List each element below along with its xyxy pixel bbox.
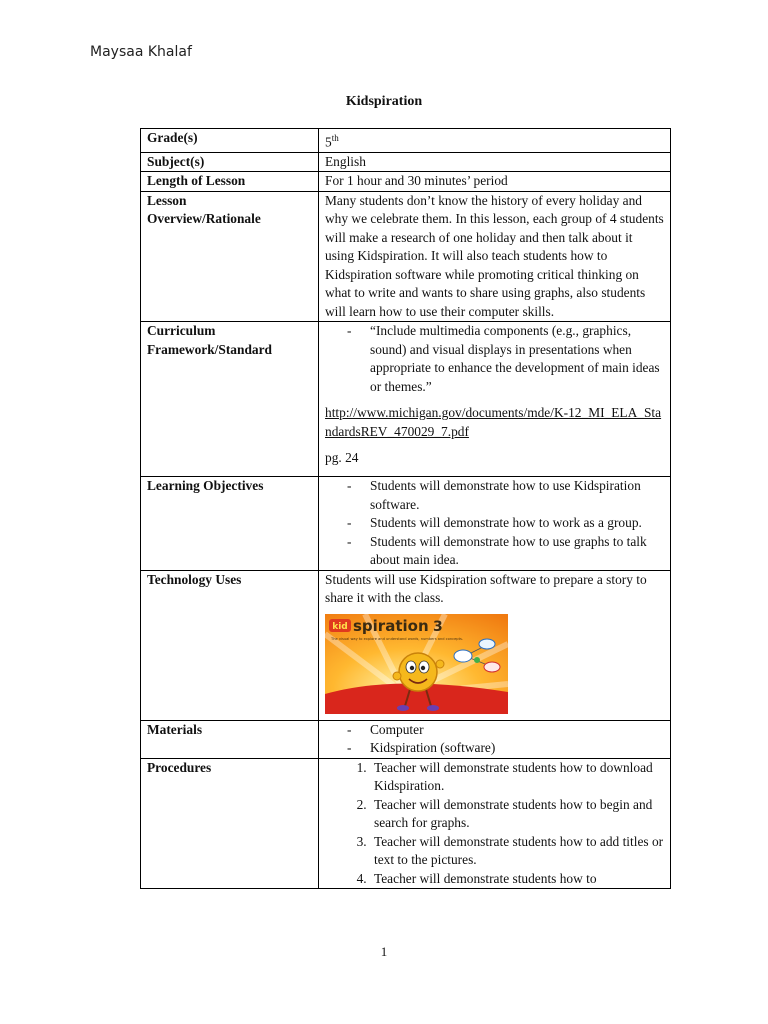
materials-label: Materials (141, 720, 319, 758)
materials-list (325, 721, 664, 758)
procedure-item: 4. Teacher will demonstrate students how to (370, 870, 664, 889)
row-curriculum (141, 322, 671, 477)
procedure-item: 2. Teacher will demonstrate students how to begin and search for graphs. (370, 796, 664, 833)
curriculum-bullet: - “Include multimedia components (e.g., graphics, sound) and visual displays in presentations when appropriate to enhance the development of main ideas or themes.” (370, 322, 664, 396)
subject-value: English (319, 152, 671, 172)
length-value: For 1 hour and 30 minutes’ period (319, 172, 671, 192)
row-procedures (141, 758, 671, 889)
row-objectives (141, 477, 671, 571)
objective-item: - Students will demonstrate how to work as a group. (370, 514, 664, 533)
procedures-label: Procedures (141, 758, 319, 889)
procedure-item: 1. Teacher will demonstrate students how to download Kidspiration. (370, 759, 664, 796)
procedure-item: 3. Teacher will demonstrate students how to add titles or text to the pictures. (370, 833, 664, 870)
grade-value-cell (319, 129, 671, 153)
kid-logo-word: spiration (353, 616, 429, 635)
procedures-content (319, 758, 671, 889)
objectives-label: Learning Objectives (141, 477, 319, 571)
row-length (141, 172, 671, 192)
standards-link-wrapper (325, 404, 664, 441)
grade-label: Grade(s) (141, 129, 319, 153)
standards-link[interactable]: http://www.michigan.gov/documents/mde/K-12_MI_ELA_StandardsREV_470029_7.pdf (325, 405, 662, 439)
curriculum-bullet-list (325, 322, 664, 396)
technology-label: Technology Uses (141, 570, 319, 720)
lesson-plan-table (140, 128, 671, 889)
curriculum-label-line2: Framework/Standard (147, 341, 272, 357)
procedures-list (325, 759, 664, 889)
kid-logo-tagline: The visual way to explore and understand words, numbers and concepts. (331, 636, 464, 641)
overview-label-line1: Lesson (147, 192, 187, 208)
subject-label: Subject(s) (141, 152, 319, 172)
grade-suffix: th (331, 133, 339, 143)
curriculum-content (319, 322, 671, 477)
overview-label-line2: Overview/Rationale (147, 211, 261, 227)
document-title: Kidspiration (345, 94, 423, 109)
materials-content (319, 720, 671, 758)
kid-logo-version: 3 (433, 618, 443, 635)
row-technology (141, 570, 671, 720)
author-name: Maysaa Khalaf (90, 44, 192, 60)
objective-item: - Students will demonstrate how to use Kidspiration software. (370, 477, 664, 514)
row-materials (141, 720, 671, 758)
kid-logo-prefix: kid (332, 621, 348, 632)
length-label: Length of Lesson (141, 172, 319, 192)
material-item: - Kidspiration (software) (370, 739, 664, 758)
grade-value: 5 (325, 134, 332, 150)
kidspiration-box-image (325, 614, 508, 714)
technology-content (319, 570, 671, 720)
overview-label (141, 191, 319, 322)
curriculum-label (141, 322, 319, 477)
row-grade (141, 129, 671, 153)
objectives-content (319, 477, 671, 571)
material-item: - Computer (370, 721, 664, 740)
row-subject (141, 152, 671, 172)
overview-text: Many students don’t know the history of every holiday and why we celebrate them. In this lesson, each group of 4 students will make a research of one holiday and then talk about it using Kidspiration. It will also teach students how to Kidspiration software while promoting critical thinking on what to write and wants to share using graphs, also students will learn how to use their computer skills. (319, 191, 671, 322)
technology-text: Students will use Kidspiration software to prepare a story to share it with the class. (325, 571, 647, 606)
standards-page: pg. 24 (325, 450, 359, 466)
objectives-list (325, 477, 664, 570)
row-overview (141, 191, 671, 322)
objective-item: - Students will demonstrate how to use graphs to talk about main idea. (370, 533, 664, 570)
curriculum-label-line1: Curriculum (147, 323, 216, 339)
page-number: 1 (380, 944, 388, 959)
